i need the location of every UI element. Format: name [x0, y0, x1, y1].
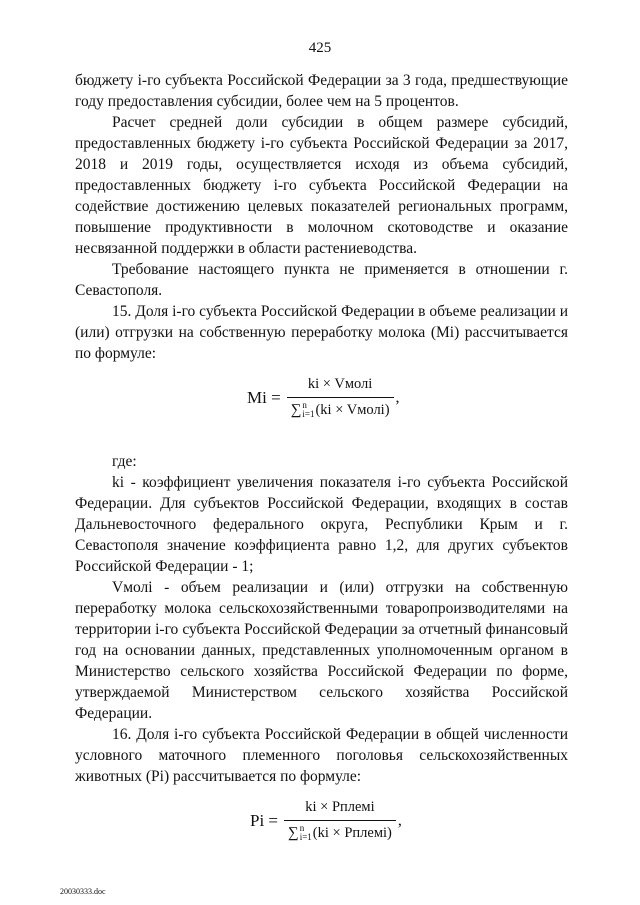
formula-pi-comma: ,	[397, 811, 402, 829]
sum-symbol: ∑	[290, 401, 302, 418]
formula-pi-lhs: Pi =	[250, 810, 279, 830]
paragraph: Требование настоящего пункта не применяется в отношении г. Севастополя.	[75, 261, 568, 299]
sum-lower: i=1	[299, 832, 312, 842]
paragraphs-top	[75, 70, 568, 364]
formula-mi	[75, 367, 568, 437]
paragraphs-mid	[75, 451, 568, 787]
sum-limits	[300, 824, 312, 842]
paragraph: 16. Доля i-го субъекта Российской Федерации в общей численности условного маточного племенного поголовья сельскохозяйственных животных (Pi) рассчитывается по формуле:	[75, 726, 568, 785]
paragraph: ki - коэффициент увеличения показателя i-го субъекта Российской Федерации. Для субъектов Российской Федерации, входящих в состав Дальневосточного федерального округа, Республики Крым и г. Севастополя значение коэффициента равно 1,2, для других субъектов Российской Федерации - 1;	[75, 474, 568, 575]
formula-mi-numerator: ki × Vмолi	[307, 375, 373, 392]
formula-mi-lhs: Mi =	[247, 387, 281, 407]
paragraph: 15. Доля i-го субъекта Российской Федерации в объеме реализации и (или) отгрузки на собственную переработку молока (Mi) рассчитывается по формуле:	[75, 303, 568, 362]
document-body	[75, 70, 568, 860]
formula-mi-denominator-body: (ki × Vмолi)	[315, 401, 390, 418]
formula-pi	[75, 790, 568, 860]
sum-symbol: ∑	[288, 824, 299, 841]
footer-filename: 20030333.doc	[60, 887, 106, 896]
paragraph: где:	[112, 453, 137, 470]
sum-upper: n	[302, 400, 307, 410]
sum-lower: i=1	[302, 409, 315, 419]
page-number: 425	[308, 40, 332, 56]
sum-upper: n	[299, 823, 305, 833]
paragraph: Vмолi - объем реализации и (или) отгрузки на собственную переработку молока сельскохозяйственными товаропроизводителями на территории i-го субъекта Российской Федерации за отчетный финансовый год на основании данных, представленных уполномоченным органом в Министерство сельского хозяйства Российской Федерации по форме, утверждаемой Министерством сельского хозяйства Российской Федерации.	[75, 579, 568, 722]
formula-mi-fraction	[287, 374, 394, 421]
paragraph: бюджету i-го субъекта Российской Федерации за 3 года, предшествующие году предоставления субсидии, более чем на 5 процентов.	[75, 72, 568, 110]
formula-mi-comma: ,	[395, 388, 400, 406]
sum-limits	[302, 401, 314, 419]
formula-pi-fraction	[284, 797, 396, 844]
paragraph: Расчет средней доли субсидии в общем размере субсидий, предоставленных бюджету i-го субъекта Российской Федерации за 2017, 2018 и 2019 годы, осуществляется исходя из объема субсидий, предоставленных бюджету i-го субъекта Российской Федерации на содействие достижению целевых показателей региональных программ, повышение продуктивности в молочном скотоводстве и оказание несвязанной поддержки в области растениеводства.	[75, 114, 568, 257]
formula-pi-numerator: ki × Pплемi	[305, 798, 375, 815]
formula-pi-denominator	[284, 821, 396, 844]
formula-mi-denominator	[287, 398, 394, 421]
formula-pi-denominator-body: (ki × Pплемi)	[312, 824, 392, 841]
